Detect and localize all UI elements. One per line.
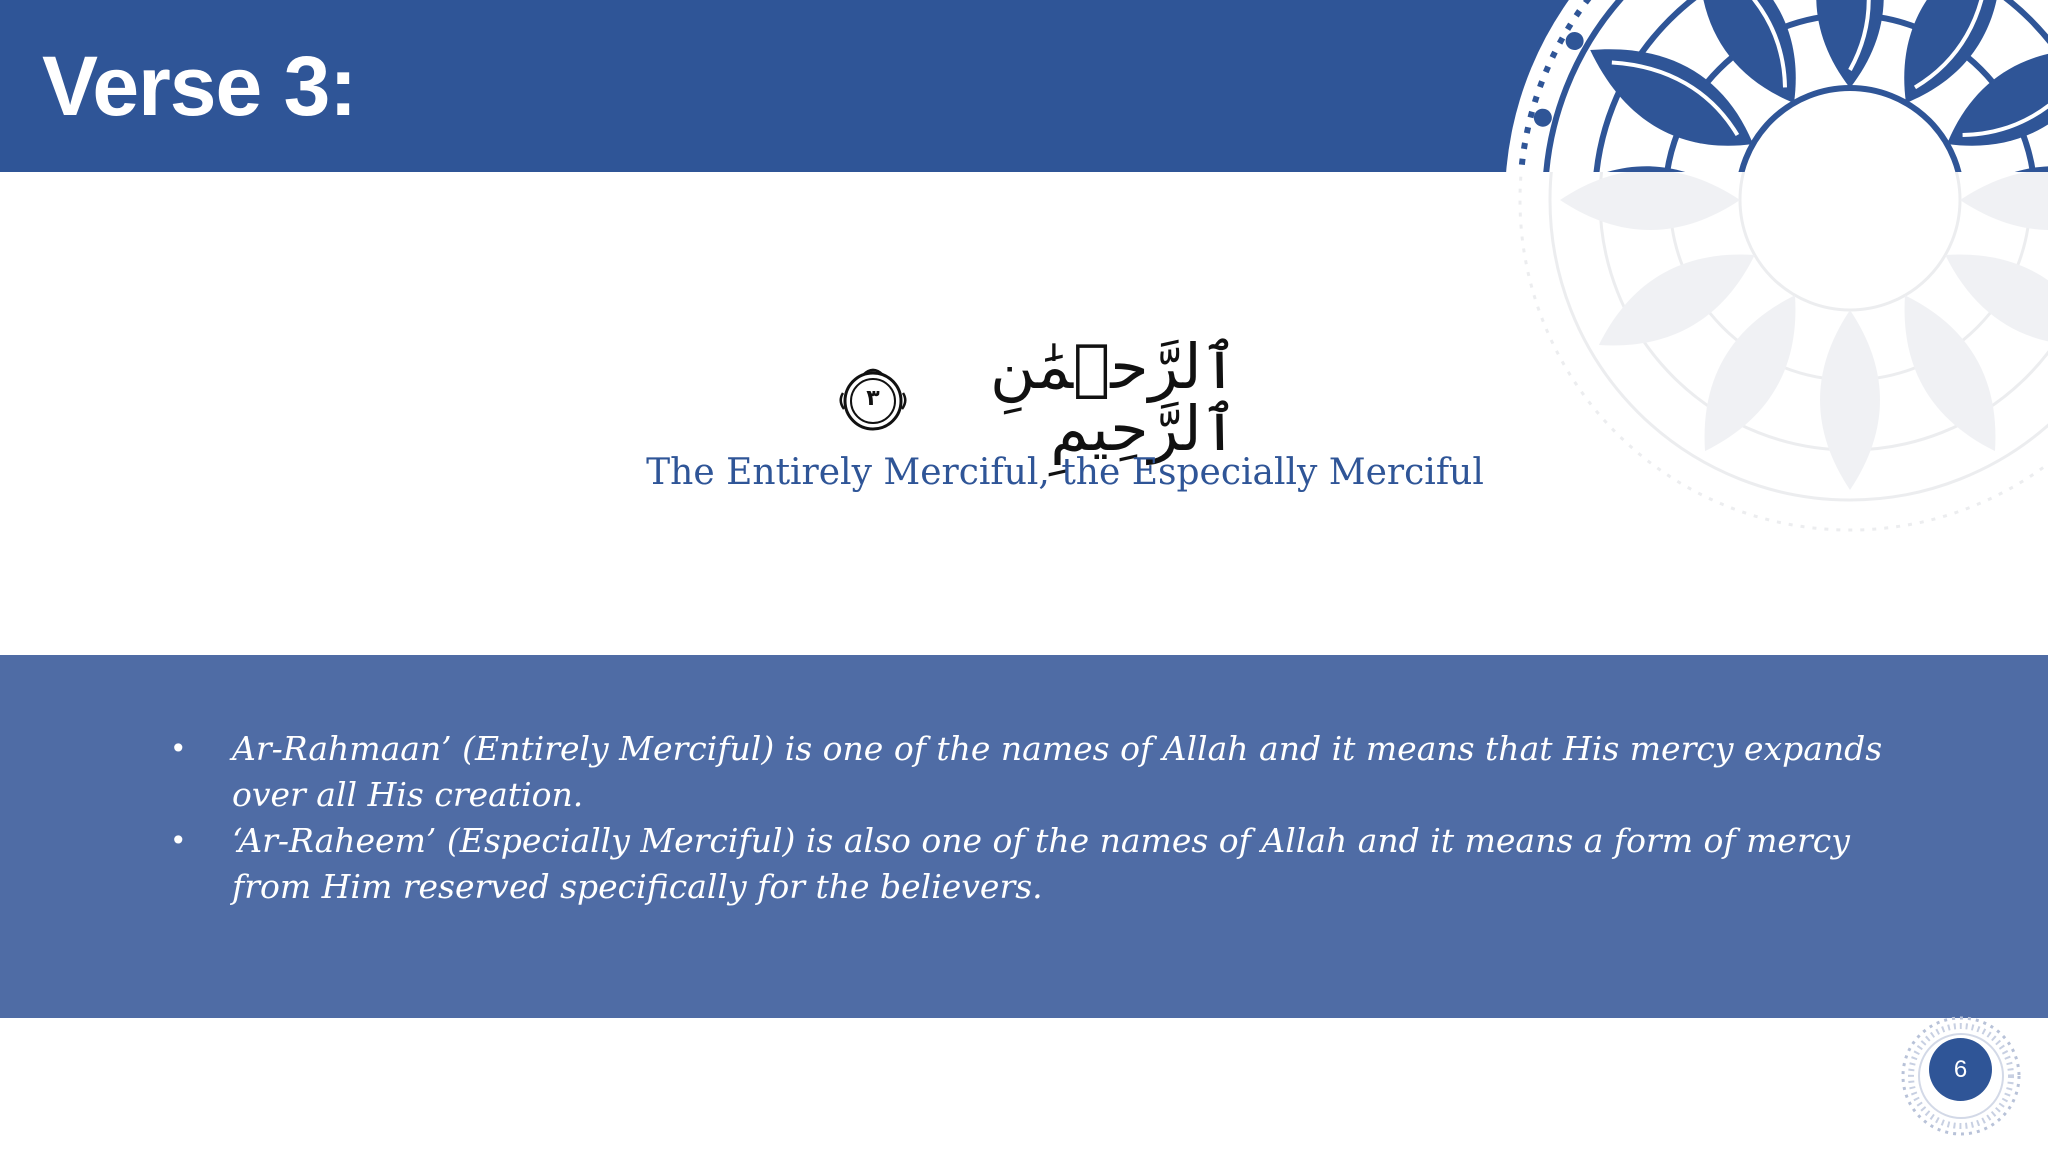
bullet-text: Ar-Rahmaan’ (Entirely Merciful) is one of the names of Allah and it means that His mercy expands over all His creation.: [232, 729, 1883, 814]
list-item: [170, 818, 1930, 910]
arabic-verse: [838, 330, 1238, 465]
slide-title: Verse 3:: [42, 39, 357, 133]
page-number: 6: [1929, 1038, 1992, 1101]
header-mandala: [1500, 0, 2048, 172]
bullet-text: ‘Ar-Raheem’ (Especially Merciful) is also one of the names of Allah and it means a form of mercy from Him reserved specifically for the believers.: [232, 821, 1850, 906]
explanation-list: [170, 726, 1930, 910]
arabic-verse-text: ٱلرَّحۡمَٰنِ ٱلرَّحِيمِ: [990, 330, 1238, 465]
bullet-icon: •: [170, 732, 187, 765]
bullet-icon: •: [170, 824, 187, 857]
verse-end-marker-icon: [838, 363, 889, 433]
list-item: [170, 726, 1930, 818]
verse-number: ٣: [866, 385, 880, 411]
mandala-ornament: [1500, 0, 2048, 172]
verse-translation: The Entirely Merciful, the Especially Merciful: [646, 452, 1484, 493]
